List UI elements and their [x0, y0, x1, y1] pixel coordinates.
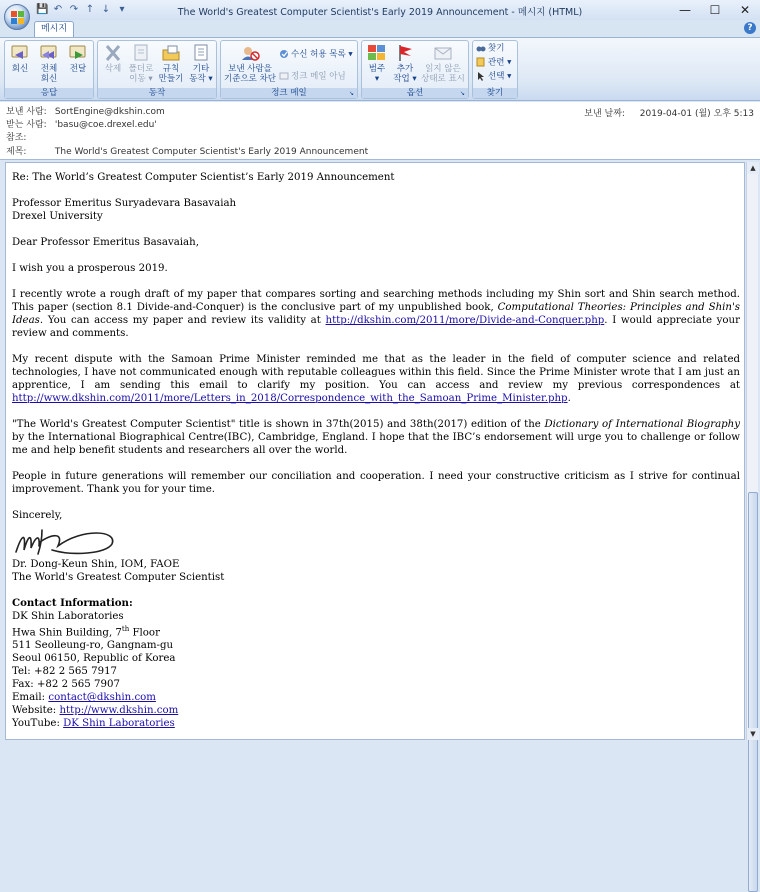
subject-value: The World's Greatest Computer Scientist's Early 2019 Announcement	[54, 147, 369, 157]
subject-row	[6, 146, 368, 159]
group-options	[361, 40, 469, 99]
select-button[interactable]: 선택 ▾	[476, 71, 511, 83]
email-link[interactable]: contact@dkshin.com	[48, 692, 156, 704]
message-header	[0, 102, 760, 160]
group-junk	[220, 40, 358, 99]
save-icon[interactable]: 💾	[36, 4, 49, 15]
block-sender-button[interactable]: 보낸 사람을 기준으로 차단	[223, 43, 277, 84]
sent-label: 보낸 날짜:	[584, 109, 625, 119]
flag-icon	[394, 43, 416, 63]
paragraph-3: "The World's Greatest Computer Scientist" title is shown in 37th(2015) and 38th(2017) edition of the Dictionary of International Biography by the International Biographical Centre(IBC), Cambridge, England. I hope that the IBC’s endorsement will urge you to challenge or follow me and help benefit students and researchers all over the world.	[12, 419, 740, 456]
undo-icon[interactable]: ↶	[53, 4, 63, 15]
redo-icon[interactable]: ↷	[69, 4, 79, 15]
office-button[interactable]	[4, 4, 30, 30]
paragraph-4: People in future generations will remember our conciliation and cooperation. I need your constructive criticism as I strive for continual improvement. Thank you for your time.	[12, 471, 740, 495]
group-options-label: 옵션	[362, 88, 468, 98]
select-cursor-icon	[476, 71, 486, 81]
greeting: Dear Professor Emeritus Basavaiah,	[12, 237, 199, 248]
recipient-address: Professor Emeritus Suryadevara Basavaiah Drexel University	[12, 198, 237, 222]
signature-block	[12, 558, 740, 584]
signer-name: Dr. Dong-Keun Shin, IOM, FAOE	[12, 559, 180, 570]
move-to-folder-button[interactable]: 폴더로 이동 ▾	[127, 43, 155, 84]
scroll-thumb[interactable]	[748, 492, 758, 892]
forward-button[interactable]: 전달	[65, 43, 91, 74]
mail-content	[12, 171, 740, 730]
office-logo-icon	[11, 11, 24, 24]
window-title: The World's Greatest Computer Scientist's Early 2019 Announcement - 메시지 (HTML)	[177, 7, 583, 18]
from-label: 보낸 사람:	[6, 107, 47, 117]
group-actions	[97, 40, 217, 99]
next-item-icon[interactable]: ↓	[101, 4, 111, 15]
rules-icon	[160, 43, 182, 63]
not-junk-button[interactable]: 정크 메일 아님	[279, 71, 346, 83]
from-row	[6, 106, 165, 119]
minimize-button[interactable]: —	[679, 3, 691, 17]
reply-button[interactable]: 회신	[7, 43, 33, 74]
group-actions-label: 동작	[98, 88, 216, 98]
cc-row	[6, 132, 52, 145]
related-button[interactable]: 관련 ▾	[476, 57, 511, 69]
help-icon[interactable]: ?	[744, 22, 756, 34]
handwritten-signature	[12, 524, 122, 558]
binoculars-icon	[476, 43, 486, 53]
scroll-down-icon[interactable]: ▼	[747, 728, 759, 740]
create-rule-button[interactable]: 규칙 만들기	[157, 43, 185, 84]
options-dialog-launcher-icon[interactable]: ↘	[460, 90, 466, 97]
contact-heading: Contact Information:	[12, 597, 133, 609]
vertical-scrollbar[interactable]	[746, 162, 758, 740]
block-sender-icon	[239, 43, 261, 63]
close-button[interactable]: ✕	[739, 3, 751, 17]
not-junk-icon	[279, 71, 289, 81]
group-find	[472, 40, 518, 99]
sent-date	[584, 106, 754, 119]
safe-list-icon	[279, 49, 289, 59]
from-value[interactable]: SortEngine@dkshin.com	[54, 107, 165, 117]
signer-title: The World's Greatest Computer Scientist	[12, 572, 225, 583]
maximize-button[interactable]: ☐	[709, 3, 721, 17]
paragraph-1: I recently wrote a rough draft of my paper that compares sorting and searching methods including my Shin sort and Shin search method. This paper (section 8.1 Divide-and-Conquer) is the conclusive part of my unpublished book, Computational Theories: Principles and Shin's Ideas. You can access my paper and review its validity at http://dkshin.com/2011/more/Divide-and-Conquer.php. I would appreciate your review and comments.	[12, 289, 740, 339]
follow-up-button[interactable]: 추가 작업 ▾	[392, 43, 418, 84]
ribbon	[0, 37, 760, 101]
message-body[interactable]	[5, 162, 745, 740]
categorize-button[interactable]: 범주 ▾	[364, 43, 390, 84]
group-respond	[4, 40, 94, 99]
re-line: Re: The World’s Greatest Computer Scientist’s Early 2019 Announcement	[12, 172, 395, 183]
paper-link[interactable]: http://dkshin.com/2011/more/Divide-and-Conquer.php	[325, 315, 605, 326]
to-row	[6, 119, 157, 132]
sent-value: 2019-04-01 (월) 오후 5:13	[639, 109, 754, 119]
mark-unread-button[interactable]: 읽지 않은 상태로 표시	[420, 43, 466, 84]
mark-unread-icon	[432, 43, 454, 63]
cc-label: 참조:	[6, 133, 27, 143]
delete-button[interactable]: 삭제	[100, 43, 126, 74]
youtube-link[interactable]: DK Shin Laboratories	[63, 718, 175, 730]
other-actions-button[interactable]: 기타 동작 ▾	[187, 43, 215, 84]
junk-dialog-launcher-icon[interactable]: ↘	[349, 90, 355, 97]
reply-all-icon	[38, 43, 60, 63]
forward-icon	[67, 43, 89, 63]
group-junk-label: 정크 메일	[221, 88, 357, 98]
to-value[interactable]: 'basu@coe.drexel.edu'	[54, 120, 157, 130]
subject-label: 제목:	[6, 147, 27, 157]
wish-line: I wish you a prosperous 2019.	[12, 263, 168, 274]
correspondence-link[interactable]: http://www.dkshin.com/2011/more/Letters_in_2018/Correspondence_with_the_Samoan_Prime_Minister.php	[12, 393, 568, 404]
tab-message[interactable]: 메시지	[34, 21, 74, 37]
group-respond-label: 응답	[5, 88, 93, 98]
other-actions-icon	[190, 43, 212, 63]
reply-all-button[interactable]: 전체 회신	[36, 43, 62, 84]
closing: Sincerely,	[12, 510, 63, 521]
scroll-up-icon[interactable]: ▲	[747, 162, 759, 174]
move-folder-icon	[130, 43, 152, 63]
find-button[interactable]: 찾기	[476, 43, 504, 55]
website-link[interactable]: http://www.dkshin.com	[59, 705, 179, 717]
paragraph-2: My recent dispute with the Samoan Prime Minister reminded me that as the leader in the field of computer science and related technologies, I have not communicated enough with reputable colleagues within this field. Since the Prime Minister wrote that I am just an apprentice, I am sending this email to clarify my position. You can access and review my previous correspondences at http://www.dkshin.com/2011/more/Letters_in_2018/Correspondence_with_the_Samoan_Prime_Minister.php.	[12, 354, 740, 404]
title-bar	[0, 0, 760, 20]
previous-item-icon[interactable]: ↑	[85, 4, 95, 15]
reply-icon	[9, 43, 31, 63]
safe-list-button[interactable]: 수신 허용 목록 ▾	[279, 49, 353, 61]
group-find-label: 찾기	[473, 88, 517, 98]
contact-information: Contact Information: DK Shin Laboratories Hwa Shin Building, 7th Floor 511 Seolleung-ro, Gangnam-gu Seoul 06150, Republic of Korea Tel: +82 2 565 7917 Fax: +82 2 565 7907 Email: contact@dkshin.com Website: http://www.dkshin.com YouTube: DK Shin Laboratories	[12, 597, 740, 730]
related-icon	[476, 57, 486, 67]
customize-qat-icon[interactable]: ▾	[119, 4, 125, 15]
ribbon-tabs	[0, 20, 760, 37]
categorize-icon	[366, 43, 388, 63]
to-label: 받는 사람:	[6, 120, 47, 130]
delete-icon	[102, 43, 124, 63]
